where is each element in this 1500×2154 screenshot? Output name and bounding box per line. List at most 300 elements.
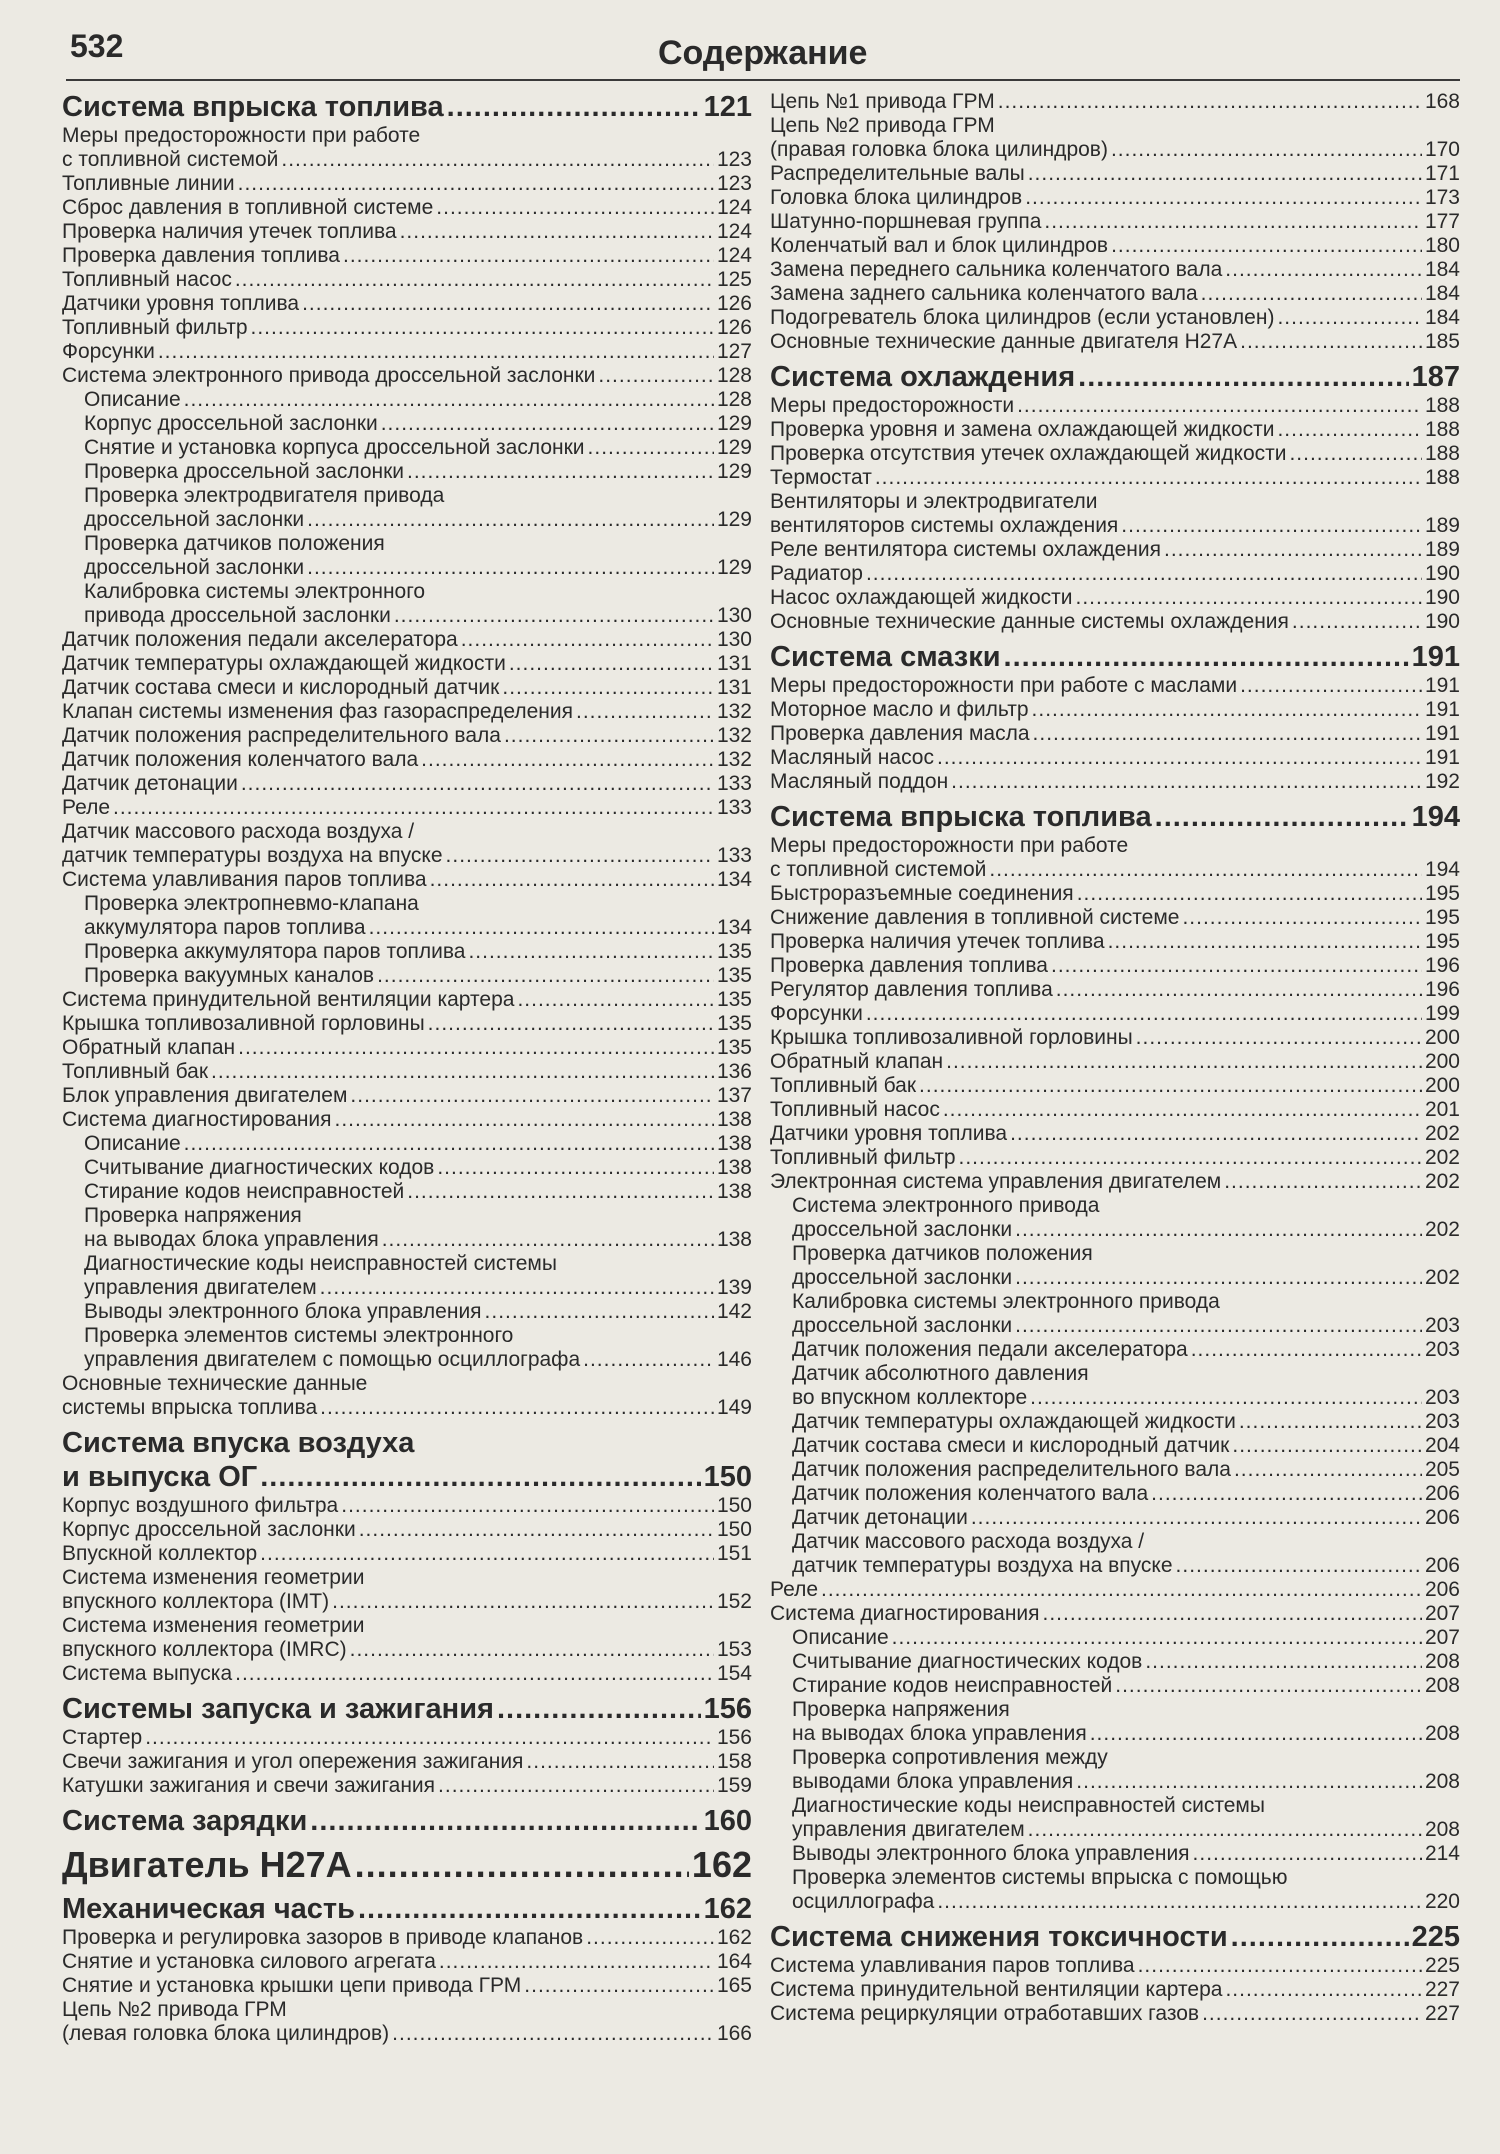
dot-leader: [821, 1578, 1422, 1602]
toc-entry: [770, 162, 1460, 186]
toc-page-number: 184: [1424, 282, 1460, 305]
dot-leader: [1121, 514, 1422, 538]
dot-leader: [447, 90, 701, 124]
dot-leader: [238, 1036, 714, 1060]
toc-entry-title: Реле: [62, 796, 110, 819]
dot-leader: [1234, 1458, 1422, 1482]
toc-page-number: 184: [1424, 306, 1460, 329]
toc-entry-title: Система охлаждения: [770, 361, 1076, 393]
toc-entry-title: Система зарядки: [62, 1805, 308, 1837]
toc-page-number: 191: [1424, 722, 1460, 745]
toc-column-left: [62, 90, 752, 2046]
toc-section-heading: [770, 1920, 1460, 1954]
dot-leader: [1240, 674, 1422, 698]
toc-page-number: 202: [1424, 1170, 1460, 1193]
toc-entry-title: на выводах блока управления: [84, 1228, 379, 1251]
toc-entry: [62, 1726, 752, 1750]
dot-leader: [485, 1300, 714, 1324]
toc-entry: [770, 418, 1460, 442]
dot-leader: [392, 2022, 714, 2046]
toc-page-number: 200: [1424, 1026, 1460, 1049]
toc-entry-line: Вентиляторы и электродвигатели: [770, 490, 1098, 513]
toc-entry-title: Проверка и регулировка зазоров в приводе клапанов: [62, 1926, 584, 1949]
toc-entry-title: Система диагностирования: [62, 1108, 332, 1131]
dot-leader: [1030, 1386, 1422, 1410]
dot-leader: [502, 676, 714, 700]
toc-page-number: 135: [716, 988, 752, 1011]
toc-entry: [62, 1012, 752, 1036]
dot-leader: [1028, 162, 1422, 186]
dot-leader: [937, 1890, 1422, 1914]
toc-page-number: 133: [716, 796, 752, 819]
toc-page-number: 128: [716, 388, 752, 411]
toc-page-number: 154: [716, 1662, 752, 1685]
toc-entry-title: Топливный бак: [770, 1074, 917, 1097]
toc-page-number: 191: [1424, 746, 1460, 769]
dot-leader: [145, 1726, 714, 1750]
toc-entry-title: Проверка уровня и замена охлаждающей жидкости: [770, 418, 1275, 441]
dot-leader: [588, 436, 714, 460]
toc-entry: [770, 1722, 1460, 1746]
toc-entry: [770, 442, 1460, 466]
dot-leader: [1225, 1978, 1422, 2002]
toc-entry: [62, 388, 752, 412]
toc-entry-line: Проверка напряжения: [84, 1204, 302, 1227]
dot-leader: [1145, 1650, 1422, 1674]
dot-leader: [281, 148, 714, 172]
toc-page-number: 189: [1424, 514, 1460, 537]
toc-entry-title: Системы запуска и зажигания: [62, 1693, 494, 1725]
toc-page-number: 166: [716, 2022, 752, 2045]
dot-leader: [341, 1494, 714, 1518]
toc-entry: [62, 1638, 752, 1662]
toc-entry: [62, 628, 752, 652]
toc-entry-line: Проверка сопротивления между: [792, 1746, 1108, 1769]
dot-leader: [1075, 586, 1421, 610]
dot-leader: [1033, 722, 1422, 746]
dot-leader: [350, 1638, 714, 1662]
dot-leader: [350, 1084, 714, 1108]
toc-page-number: 194: [1411, 801, 1460, 833]
toc-entry-title: Датчик детонации: [792, 1506, 968, 1529]
toc-page-number: 192: [1424, 770, 1460, 793]
toc-page-number: 190: [1424, 610, 1460, 633]
toc-page-number: 195: [1424, 930, 1460, 953]
toc-entry: [62, 556, 752, 580]
toc-entry: [62, 1518, 752, 1542]
toc-page-number: 207: [1424, 1626, 1460, 1649]
toc-page-number: 191: [1424, 698, 1460, 721]
toc-entry: [62, 220, 752, 244]
toc-entry: [770, 1314, 1460, 1338]
toc-page-number: 196: [1424, 978, 1460, 1001]
toc-page-number: 128: [716, 364, 752, 387]
toc-page-number: 153: [716, 1638, 752, 1661]
toc-page-number: 201: [1424, 1098, 1460, 1121]
toc-entry-title: управления двигателем: [792, 1818, 1025, 1841]
toc-entry: [62, 748, 752, 772]
toc-entry-title: Основные технические данные системы охлаждения: [770, 610, 1289, 633]
toc-entry: [62, 1084, 752, 1108]
toc-entry: [770, 1954, 1460, 1978]
toc-entry: [62, 1036, 752, 1060]
toc-entry: [62, 1180, 752, 1204]
toc-page-number: 225: [1411, 1921, 1460, 1953]
toc-page-number: 203: [1424, 1338, 1460, 1361]
dot-leader: [866, 562, 1422, 586]
toc-entry-title: Насос охлаждающей жидкости: [770, 586, 1073, 609]
toc-entry-title: Блок управления двигателем: [62, 1084, 348, 1107]
dot-leader: [1277, 418, 1422, 442]
dot-leader: [310, 1804, 700, 1838]
toc-entry-title: Реле вентилятора системы охлаждения: [770, 538, 1161, 561]
toc-page-number: 150: [703, 1461, 752, 1493]
toc-entry: [62, 676, 752, 700]
toc-entry-title: Датчик положения распределительного вала: [62, 724, 501, 747]
dot-leader: [946, 1050, 1422, 1074]
dot-leader: [989, 858, 1422, 882]
toc-page-number: 134: [716, 916, 752, 939]
toc-entry-title: Датчики уровня топлива: [770, 1122, 1008, 1145]
toc-page-number: 131: [716, 676, 752, 699]
toc-page-number: 130: [716, 628, 752, 651]
dot-leader: [235, 268, 714, 292]
toc-entry-title: Система снижения токсичности: [770, 1921, 1228, 1953]
toc-entry-title: датчик температуры воздуха на впуске: [62, 844, 443, 867]
dot-leader: [1111, 138, 1422, 162]
dot-leader: [421, 748, 714, 772]
toc-page-number: 202: [1424, 1122, 1460, 1145]
toc-page-number: 170: [1424, 138, 1460, 161]
toc-entry: [770, 282, 1460, 306]
dot-leader: [355, 1844, 689, 1886]
dot-leader: [1182, 906, 1422, 930]
toc-entry-title: дроссельной заслонки: [792, 1314, 1013, 1337]
toc-entry-title: аккумулятора паров топлива: [84, 916, 366, 939]
toc-page-number: 208: [1424, 1650, 1460, 1673]
toc-page-number: 165: [716, 1974, 752, 1997]
toc-entry-title: вентиляторов системы охлаждения: [770, 514, 1119, 537]
toc-entry-title: Подогреватель блока цилиндров (если установлен): [770, 306, 1275, 329]
dot-leader: [1289, 442, 1421, 466]
toc-page-number: 135: [716, 1012, 752, 1035]
toc-page-number: 142: [716, 1300, 752, 1323]
toc-page-number: 158: [716, 1750, 752, 1773]
toc-entry-title: Система улавливания паров топлива: [770, 1954, 1135, 1977]
toc-section-heading: [770, 360, 1460, 394]
toc-entry: [770, 562, 1460, 586]
toc-entry: [62, 1590, 752, 1614]
toc-entry: [62, 316, 752, 340]
toc-entry-title: с топливной системой: [62, 148, 279, 171]
toc-entry-title: дроссельной заслонки: [792, 1218, 1013, 1241]
toc-entry-line: Проверка элементов системы электронного: [84, 1324, 514, 1347]
toc-entry-title: Снижение давления в топливной системе: [770, 906, 1180, 929]
toc-page-number: 202: [1424, 1218, 1460, 1241]
toc-entry-title: Считывание диагностических кодов: [792, 1650, 1143, 1673]
dot-leader: [586, 1926, 714, 1950]
toc-entry: [770, 1458, 1460, 1482]
toc-entry: [62, 1348, 752, 1372]
toc-entry: [62, 1662, 752, 1686]
toc-entry: [62, 1132, 752, 1156]
toc-page-number: 150: [716, 1494, 752, 1517]
toc-page-number: 168: [1424, 90, 1460, 113]
toc-page-number: 225: [1424, 1954, 1460, 1977]
toc-page-number: 151: [716, 1542, 752, 1565]
toc-entry-title: Обратный клапан: [770, 1050, 944, 1073]
toc-page-number: 149: [716, 1396, 752, 1419]
toc-entry-title: Стартер: [62, 1726, 143, 1749]
dot-leader: [504, 724, 714, 748]
toc-entry-title: Форсунки: [62, 340, 155, 363]
toc-entry: [770, 1218, 1460, 1242]
dot-leader: [260, 1542, 714, 1566]
toc-section-heading: Система впуска воздуха: [62, 1427, 415, 1459]
toc-page-number: 177: [1424, 210, 1460, 233]
toc-entry: [62, 436, 752, 460]
toc-page-number: 150: [716, 1518, 752, 1541]
toc-page-number: 129: [716, 460, 752, 483]
dot-leader: [1232, 1434, 1422, 1458]
toc-entry: [62, 340, 752, 364]
toc-entry-title: Масляный насос: [770, 746, 934, 769]
toc-entry-title: управления двигателем с помощью осциллографа: [84, 1348, 581, 1371]
dot-leader: [1004, 640, 1409, 674]
toc-page-number: 208: [1424, 1674, 1460, 1697]
dot-leader: [526, 1750, 714, 1774]
toc-entry-title: Проверка давления масла: [770, 722, 1030, 745]
toc-entry-title: Катушки зажигания и свечи зажигания: [62, 1774, 436, 1797]
toc-page-number: 159: [716, 1774, 752, 1797]
dot-leader: [1231, 1920, 1409, 1954]
toc-entry: [62, 724, 752, 748]
dot-leader: [1193, 1842, 1422, 1866]
toc-entry-title: (левая головка блока цилиндров): [62, 2022, 390, 2045]
dot-leader: [1090, 1722, 1422, 1746]
toc-entry: [770, 1602, 1460, 1626]
dot-leader: [394, 604, 714, 628]
dot-leader: [320, 1396, 714, 1420]
toc-page-number: 194: [1424, 858, 1460, 881]
toc-entry-title: Шатунно-поршневая группа: [770, 210, 1042, 233]
toc-page-number: 121: [703, 91, 752, 123]
toc-entry: [62, 1774, 752, 1798]
toc-entry: [62, 1950, 752, 1974]
toc-entry: [62, 1494, 752, 1518]
toc-entry: [770, 1410, 1460, 1434]
toc-entry: [770, 2002, 1460, 2026]
dot-leader: [1032, 698, 1422, 722]
toc-page-number: 135: [716, 1036, 752, 1059]
toc-entry-line: Меры предосторожности при работе: [62, 124, 421, 147]
toc-entry: [62, 1542, 752, 1566]
toc-entry-title: системы впрыска топлива: [62, 1396, 318, 1419]
toc-entry-title: и выпуска ОГ: [62, 1461, 258, 1493]
dot-leader: [430, 868, 714, 892]
toc-entry-title: на выводах блока управления: [792, 1722, 1087, 1745]
toc-entry-title: Проверка наличия утечек топлива: [62, 220, 397, 243]
toc-entry-title: Проверка наличия утечек топлива: [770, 930, 1105, 953]
toc-page-number: 129: [716, 436, 752, 459]
toc-entry: [62, 844, 752, 868]
dot-leader: [238, 172, 714, 196]
dot-leader: [1224, 1170, 1422, 1194]
dot-leader: [461, 628, 714, 652]
toc-page-number: 206: [1424, 1506, 1460, 1529]
toc-page-number: 162: [716, 1926, 752, 1949]
dot-leader: [260, 1460, 700, 1494]
toc-page-number: 188: [1424, 442, 1460, 465]
dot-leader: [583, 1348, 714, 1372]
toc-page-number: 124: [716, 220, 752, 243]
toc-entry-line: Цепь №2 привода ГРМ: [770, 114, 995, 137]
dot-leader: [369, 916, 714, 940]
dot-leader: [407, 460, 714, 484]
toc-entry-title: Описание: [792, 1626, 889, 1649]
dot-leader: [497, 1692, 701, 1726]
dot-leader: [943, 1098, 1422, 1122]
toc-page-number: 189: [1424, 538, 1460, 561]
toc-entry: [62, 652, 752, 676]
toc-entry-line: Система электронного привода: [792, 1194, 1100, 1217]
toc-page-number: 191: [1424, 674, 1460, 697]
toc-page-number: 207: [1424, 1602, 1460, 1625]
toc-entry-title: Механическая часть: [62, 1893, 355, 1925]
dot-leader: [211, 1060, 714, 1084]
toc-entry-title: Электронная система управления двигателем: [770, 1170, 1222, 1193]
toc-entry: [62, 148, 752, 172]
toc-entry-line: Датчик абсолютного давления: [792, 1362, 1089, 1385]
toc-entry-title: Датчик положения педали акселератора: [792, 1338, 1188, 1361]
toc-entry-title: Коленчатый вал и блок цилиндров: [770, 234, 1109, 257]
toc-entry-line: Система изменения геометрии: [62, 1566, 365, 1589]
toc-column-right: [770, 90, 1460, 2026]
dot-leader: [1155, 800, 1409, 834]
toc-page-number: 136: [716, 1060, 752, 1083]
toc-entry-title: Система принудительной вентиляции картера: [770, 1978, 1223, 2001]
toc-page-number: 188: [1424, 394, 1460, 417]
toc-entry: [770, 1002, 1460, 1026]
toc-entry: [770, 466, 1460, 490]
toc-entry-title: Сброс давления в топливной системе: [62, 196, 434, 219]
toc-page-number: 125: [716, 268, 752, 291]
dot-leader: [381, 412, 714, 436]
toc-entry: [62, 940, 752, 964]
toc-entry-line: Диагностические коды неисправностей системы: [84, 1252, 557, 1275]
toc-entry-title: Форсунки: [770, 1002, 863, 1025]
dot-leader: [1201, 282, 1422, 306]
toc-page-number: 188: [1424, 418, 1460, 441]
toc-entry-title: дроссельной заслонки: [84, 508, 305, 531]
toc-page-number: 208: [1424, 1770, 1460, 1793]
dot-leader: [439, 1950, 714, 1974]
toc-entry-title: Цепь №1 привода ГРМ: [770, 90, 995, 113]
toc-entry-line: Меры предосторожности при работе: [770, 834, 1129, 857]
toc-entry: [62, 1974, 752, 1998]
toc-entry-title: Считывание диагностических кодов: [84, 1156, 435, 1179]
dot-leader: [1017, 394, 1422, 418]
toc-entry: [770, 1482, 1460, 1506]
dot-leader: [1015, 1266, 1422, 1290]
toc-entry: [62, 1396, 752, 1420]
dot-leader: [307, 556, 714, 580]
toc-page-number: 129: [716, 556, 752, 579]
dot-leader: [1277, 306, 1422, 330]
toc-entry: [770, 1978, 1460, 2002]
toc-entry-title: Свечи зажигания и угол опережения зажигания: [62, 1750, 524, 1773]
toc-entry: [770, 698, 1460, 722]
page-number: 532: [70, 28, 124, 64]
toc-entry-title: Основные технические данные двигателя H27A: [770, 330, 1238, 353]
toc-entry-title: Датчик положения коленчатого вала: [792, 1482, 1149, 1505]
toc-page-number: 195: [1424, 882, 1460, 905]
dot-leader: [382, 1228, 714, 1252]
dot-leader: [1292, 610, 1422, 634]
toc-entry-title: Проверка аккумулятора паров топлива: [84, 940, 466, 963]
dot-leader: [407, 1180, 714, 1204]
dot-leader: [1191, 1338, 1422, 1362]
toc-entry-line: Основные технические данные: [62, 1372, 368, 1395]
toc-entry: [62, 1060, 752, 1084]
toc-entry-title: Датчик положения распределительного вала: [792, 1458, 1231, 1481]
toc-page-number: 129: [716, 412, 752, 435]
toc-entry: [62, 244, 752, 268]
toc-page-number: 139: [716, 1276, 752, 1299]
toc-page-number: 214: [1424, 1842, 1460, 1865]
dot-leader: [377, 964, 714, 988]
dot-leader: [1078, 360, 1408, 394]
toc-entry-title: Проверка вакуумных каналов: [84, 964, 375, 987]
toc-entry-title: Обратный клапан: [62, 1036, 236, 1059]
toc-entry-title: Датчик детонации: [62, 772, 238, 795]
header-rule: [66, 79, 1460, 81]
toc-section-heading: [62, 1804, 752, 1838]
toc-entry-line: Проверка электропневмо-клапана: [84, 892, 419, 915]
toc-entry-line: Калибровка системы электронного: [84, 580, 426, 603]
toc-entry: [62, 988, 752, 1012]
toc-page-number: 200: [1424, 1074, 1460, 1097]
toc-entry: [770, 978, 1460, 1002]
dot-leader: [235, 1662, 714, 1686]
toc-entry: [770, 858, 1460, 882]
toc-page-number: 185: [1424, 330, 1460, 353]
dot-leader: [436, 196, 714, 220]
dot-leader: [1056, 978, 1422, 1002]
toc-entry-title: Топливный фильтр: [770, 1146, 956, 1169]
toc-entry: [770, 746, 1460, 770]
toc-entry-title: Описание: [84, 1132, 181, 1155]
toc-entry-title: Датчик температуры охлаждающей жидкости: [792, 1410, 1236, 1433]
dot-leader: [509, 652, 714, 676]
toc-entry: [770, 674, 1460, 698]
toc-entry-title: Проверка давления топлива: [770, 954, 1048, 977]
toc-page-number: 206: [1424, 1554, 1460, 1577]
dot-leader: [1240, 330, 1422, 354]
toc-page-number: 187: [1411, 361, 1460, 393]
dot-leader: [937, 746, 1422, 770]
toc-entry: [770, 1674, 1460, 1698]
toc-entry-line: Диагностические коды неисправностей системы: [792, 1794, 1265, 1817]
toc-page-number: 190: [1424, 562, 1460, 585]
toc-page-number: 138: [716, 1132, 752, 1155]
toc-page-number: 202: [1424, 1146, 1460, 1169]
toc-entry: [770, 234, 1460, 258]
toc-page-number: 131: [716, 652, 752, 675]
toc-page-number: 200: [1424, 1050, 1460, 1073]
toc-entry: [62, 1228, 752, 1252]
toc-page-number: 162: [691, 1844, 752, 1885]
